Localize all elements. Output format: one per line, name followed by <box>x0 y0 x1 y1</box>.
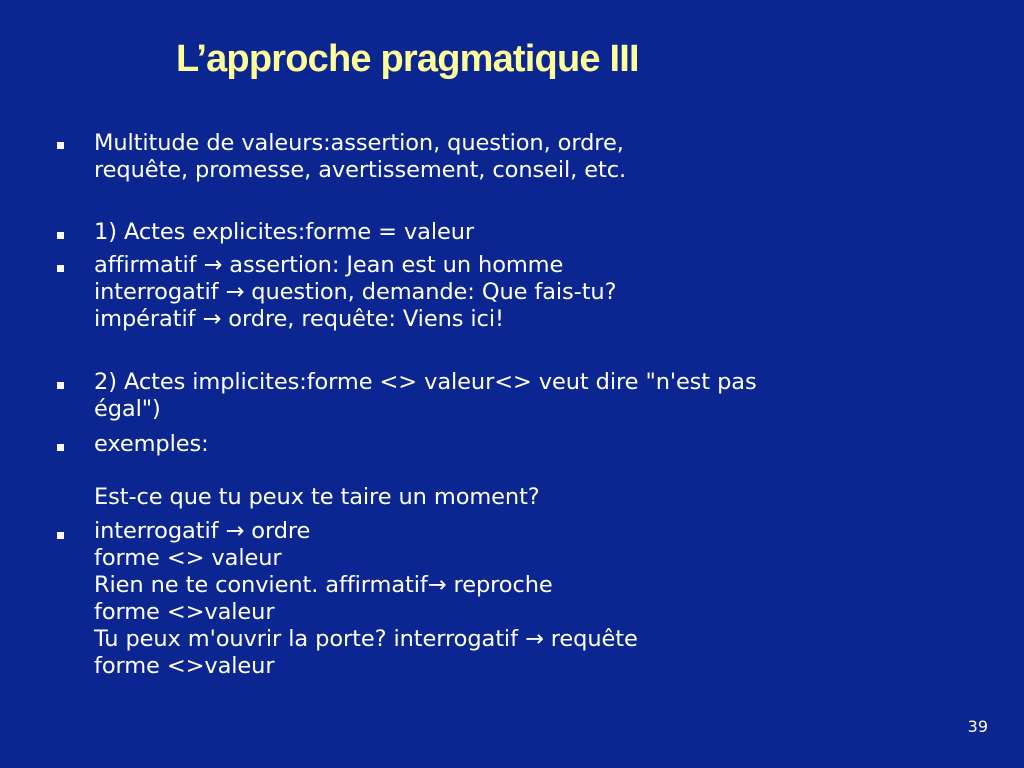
list-item-line: égal") <box>94 396 161 422</box>
list-item-line: impératif → ordre, requête: Viens ici! <box>94 306 504 332</box>
list-item-line: Rien ne te convient. affirmatif→ reproche <box>94 572 553 598</box>
square-bullet-icon <box>57 265 64 272</box>
list-item-line: forme <>valeur <box>94 599 275 625</box>
list-item-line: forme <>valeur <box>94 653 275 679</box>
list-item-line: interrogatif → question, demande: Que fais-tu? <box>94 279 617 305</box>
square-bullet-icon <box>57 382 64 389</box>
square-bullet-icon <box>57 232 64 239</box>
list-item-line: forme <> valeur <box>94 545 282 571</box>
slide-title: L’approche pragmatique III <box>176 38 639 80</box>
list-item-line: Est-ce que tu peux te taire un moment? <box>94 484 540 510</box>
list-item-line: requête, promesse, avertissement, conseil, etc. <box>94 157 627 183</box>
page-number: 39 <box>967 717 988 736</box>
list-item-line: affirmatif → assertion: Jean est un homme <box>94 252 564 278</box>
square-bullet-icon <box>57 532 64 539</box>
list-item-line: 2) Actes implicites:forme <> valeur<> veut dire "n'est pas <box>94 369 757 395</box>
square-bullet-icon <box>57 444 64 451</box>
list-item-line: exemples: <box>94 431 209 457</box>
list-item-line: 1) Actes explicites:forme = valeur <box>94 219 475 245</box>
list-item-line: interrogatif → ordre <box>94 518 311 544</box>
square-bullet-icon <box>57 142 64 149</box>
list-item-line: Multitude de valeurs:assertion, question, ordre, <box>94 130 624 156</box>
list-item-line: Tu peux m'ouvrir la porte? interrogatif → requête <box>94 626 638 652</box>
